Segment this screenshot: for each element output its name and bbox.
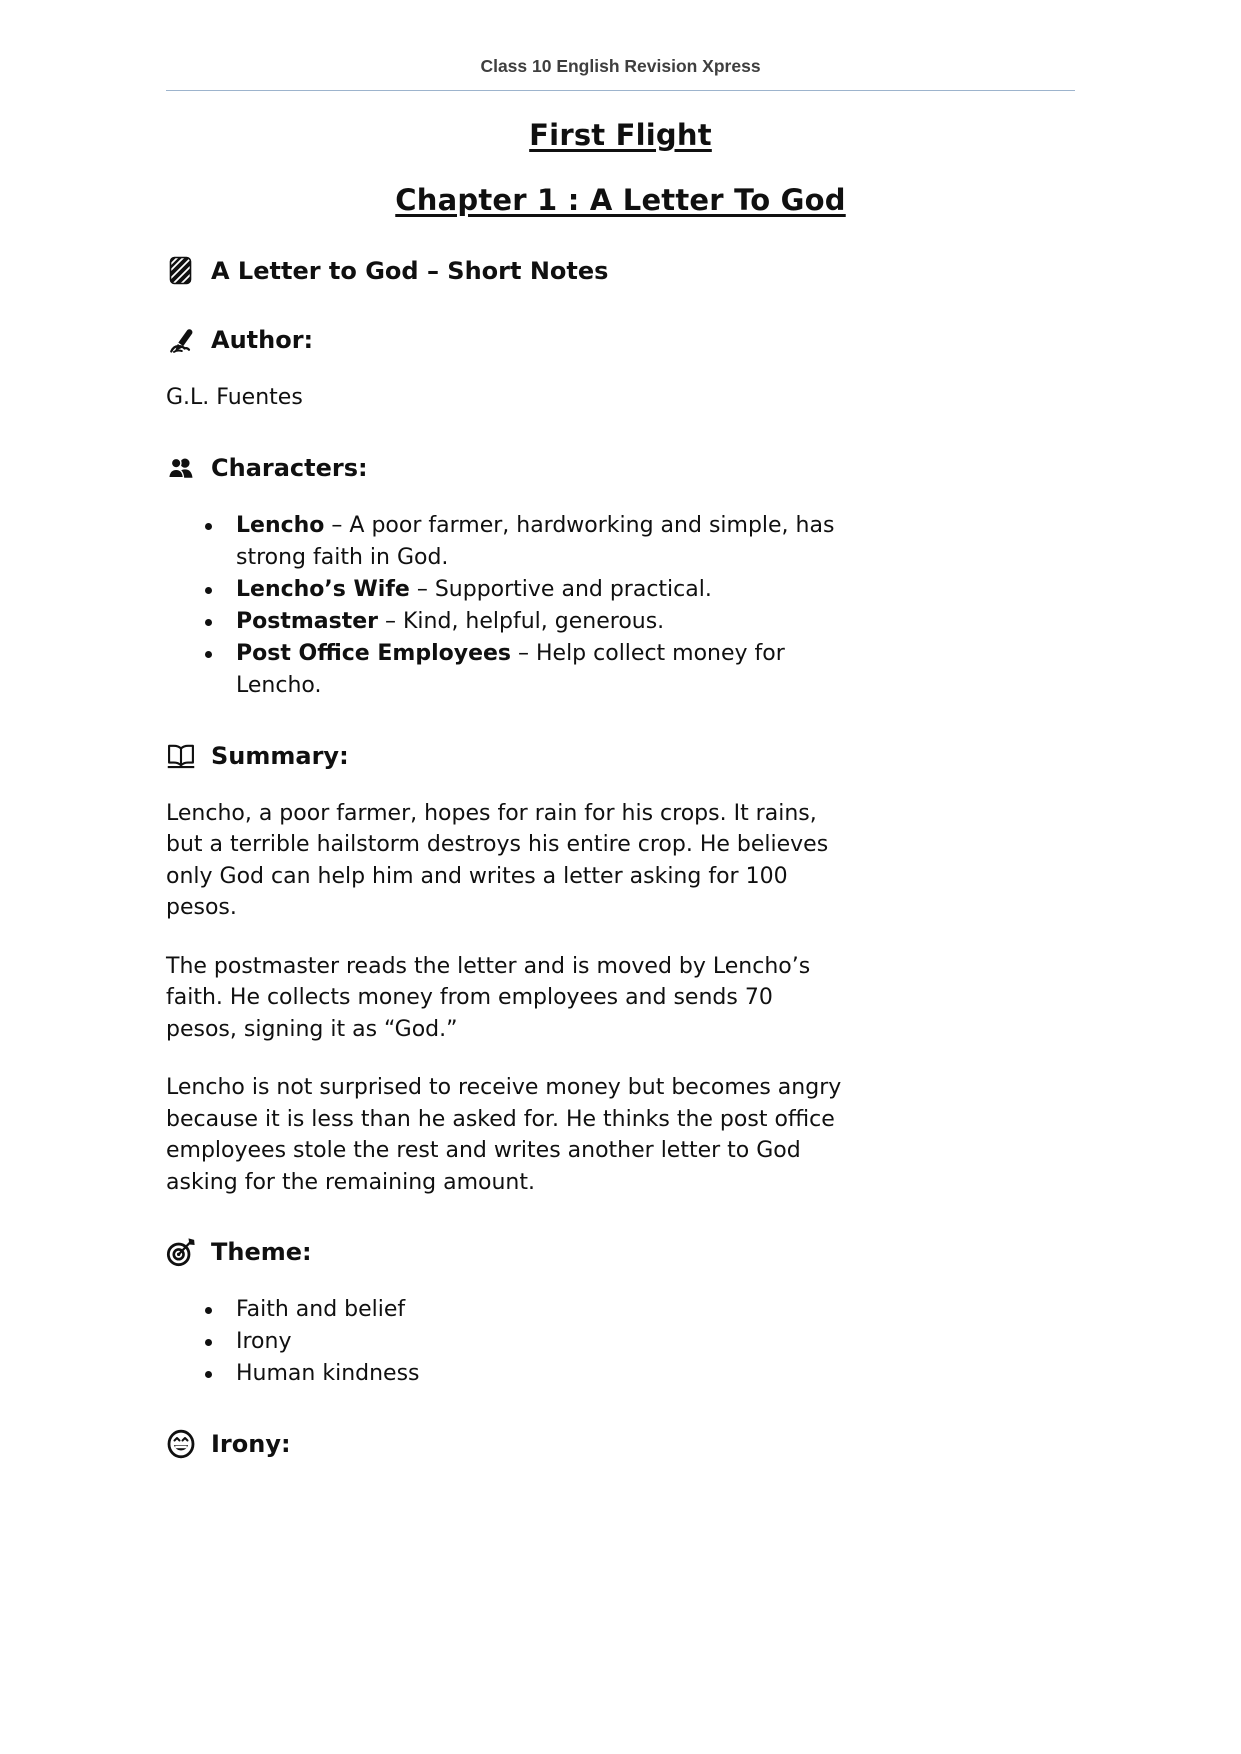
open-book-icon bbox=[166, 741, 196, 771]
section-title: Characters: bbox=[211, 453, 368, 482]
page-header: Class 10 English Revision Xpress bbox=[480, 56, 761, 76]
grinning-face-icon bbox=[166, 1429, 196, 1459]
section-title: Irony: bbox=[211, 1430, 291, 1458]
summary-paragraph-2: The postmaster reads the letter and is moved by Lencho’s faith. He collects money from employees and sends 70 pesos, signing it as “God.” bbox=[166, 953, 811, 1042]
author-name: G.L. Fuentes bbox=[166, 385, 303, 410]
character-item: Lencho’s Wife – Supportive and practical. bbox=[236, 574, 926, 606]
character-item: Postmaster – Kind, helpful, generous. bbox=[236, 606, 926, 638]
writing-hand-icon bbox=[166, 325, 196, 355]
section-title: Author: bbox=[211, 326, 314, 354]
busts-in-silhouette-icon bbox=[166, 453, 196, 483]
characters-list bbox=[166, 510, 926, 702]
theme-item: Faith and belief bbox=[236, 1294, 926, 1326]
section-heading-characters bbox=[166, 453, 1075, 483]
section-heading-author bbox=[166, 325, 1075, 355]
summary-paragraph-1: Lencho, a poor farmer, hopes for rain for his crops. It rains, but a terrible hailstorm destroys his entire crop. He believes only God can help him and writes a letter asking for 100 pesos. bbox=[166, 800, 829, 920]
section-heading-irony bbox=[166, 1429, 1075, 1459]
character-item: Lencho – A poor farmer, hardworking and simple, has strong faith in God. bbox=[236, 510, 926, 574]
theme-item: Human kindness bbox=[236, 1358, 926, 1390]
section-heading-short-notes bbox=[166, 256, 1075, 286]
theme-item: Irony bbox=[236, 1326, 926, 1358]
section-heading-theme bbox=[166, 1237, 1075, 1267]
section-title: Summary: bbox=[211, 741, 349, 770]
ledger-notebook-icon bbox=[166, 256, 196, 286]
summary-paragraph-3: Lencho is not surprised to receive money but becomes angry because it is less than he asked for. He thinks the post office employees stole the rest and writes another letter to God asking for the remaining amount. bbox=[166, 1075, 842, 1195]
section-heading-summary bbox=[166, 741, 1075, 771]
chapter-title: Chapter 1 : A Letter To God bbox=[395, 183, 846, 217]
section-title: A Letter to God – Short Notes bbox=[211, 257, 609, 285]
book-title: First Flight bbox=[529, 118, 712, 152]
character-item: Post Office Employees – Help collect money for Lencho. bbox=[236, 638, 926, 702]
section-title: Theme: bbox=[211, 1238, 312, 1266]
theme-list bbox=[166, 1294, 926, 1390]
header-rule bbox=[166, 90, 1075, 91]
target-dart-icon bbox=[166, 1237, 196, 1267]
